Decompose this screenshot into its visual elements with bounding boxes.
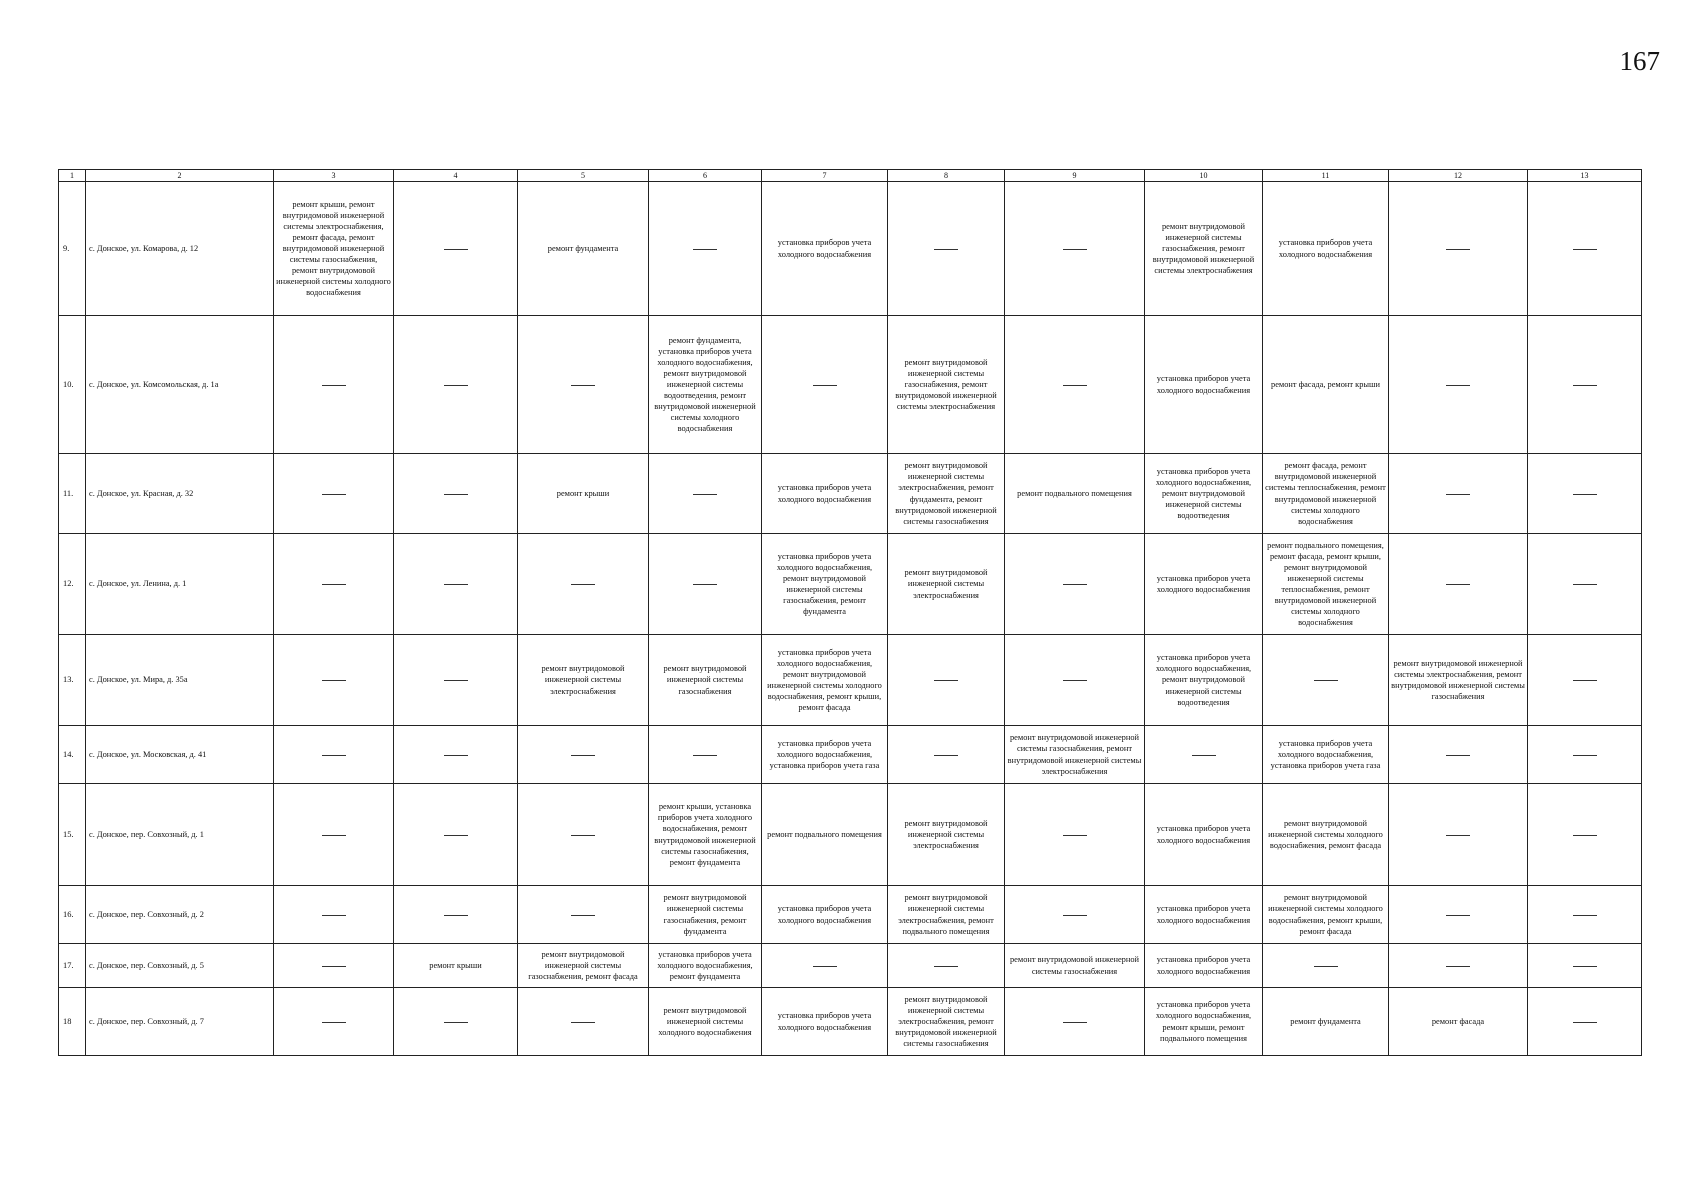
empty-dash [571, 385, 595, 386]
work-cell [888, 726, 1005, 784]
work-cell: ремонт фундамента [518, 182, 649, 316]
empty-dash [1573, 494, 1597, 495]
empty-dash [1446, 835, 1470, 836]
empty-dash [322, 494, 346, 495]
work-cell: установка приборов учета холодного водоснабжения, ремонт внутридомовой инженерной системы газоснабжения, ремонт фундамента [762, 534, 888, 635]
work-cell [888, 944, 1005, 988]
empty-dash [693, 755, 717, 756]
empty-dash [693, 494, 717, 495]
empty-dash [693, 249, 717, 250]
empty-dash [444, 915, 468, 916]
empty-dash [571, 755, 595, 756]
work-cell: установка приборов учета холодного водоснабжения [762, 182, 888, 316]
work-cell [1389, 182, 1528, 316]
work-cell [1389, 784, 1528, 886]
repair-schedule-table [58, 169, 1642, 1056]
work-cell: установка приборов учета холодного водоснабжения, установка приборов учета газа [1263, 726, 1389, 784]
work-cell: установка приборов учета холодного водоснабжения [1145, 534, 1263, 635]
empty-dash [1314, 680, 1338, 681]
work-cell [1389, 316, 1528, 454]
work-cell [1263, 635, 1389, 726]
row-number-cell: 12. [59, 534, 86, 635]
column-number-cell: 11 [1263, 170, 1389, 182]
work-cell: ремонт внутридомовой инженерной системы газоснабжения, ремонт фундамента [649, 886, 762, 944]
empty-dash [571, 835, 595, 836]
work-cell [762, 944, 888, 988]
table-row [59, 316, 1642, 454]
empty-dash [1063, 1022, 1087, 1023]
work-cell [518, 784, 649, 886]
page-number: 167 [1619, 46, 1660, 76]
work-cell [1005, 534, 1145, 635]
column-number-cell: 1 [59, 170, 86, 182]
work-cell: установка приборов учета холодного водоснабжения, ремонт внутридомовой инженерной системы водоотведения [1145, 635, 1263, 726]
work-cell: ремонт внутридомовой инженерной системы газоснабжения, ремонт внутридомовой инженерной системы электроснабжения [1005, 726, 1145, 784]
work-cell: установка приборов учета холодного водоснабжения, ремонт внутридомовой инженерной системы водоотведения [1145, 454, 1263, 534]
table-row [59, 182, 1642, 316]
address-cell: с. Донское, ул. Московская, д. 41 [86, 726, 274, 784]
empty-dash [444, 835, 468, 836]
column-number-cell: 3 [274, 170, 394, 182]
row-number-cell: 16. [59, 886, 86, 944]
table-row [59, 454, 1642, 534]
work-cell: ремонт внутридомовой инженерной системы холодного водоснабжения, ремонт крыши, ремонт фасада [1263, 886, 1389, 944]
column-number-cell: 6 [649, 170, 762, 182]
column-number-cell: 10 [1145, 170, 1263, 182]
row-number-cell: 18 [59, 988, 86, 1056]
work-cell [274, 944, 394, 988]
work-cell [394, 454, 518, 534]
work-cell [518, 726, 649, 784]
work-cell: ремонт внутридомовой инженерной системы газоснабжения, ремонт фасада [518, 944, 649, 988]
work-cell [1389, 534, 1528, 635]
work-cell [649, 182, 762, 316]
empty-dash [1573, 755, 1597, 756]
table-row [59, 784, 1642, 886]
work-cell: ремонт внутридомовой инженерной системы газоснабжения, ремонт внутридомовой инженерной системы электроснабжения [1145, 182, 1263, 316]
empty-dash [693, 584, 717, 585]
address-cell: с. Донское, ул. Красная, д. 32 [86, 454, 274, 534]
work-cell: установка приборов учета холодного водоснабжения [1263, 182, 1389, 316]
empty-dash [1446, 755, 1470, 756]
empty-dash [322, 966, 346, 967]
work-cell [649, 454, 762, 534]
work-cell [274, 726, 394, 784]
work-cell [394, 784, 518, 886]
work-cell: ремонт внутридомовой инженерной системы электроснабжения, ремонт фундамента, ремонт внутридомовой инженерной системы газоснабжения [888, 454, 1005, 534]
work-cell: установка приборов учета холодного водоснабжения [1145, 886, 1263, 944]
empty-dash [1063, 249, 1087, 250]
work-cell: ремонт внутридомовой инженерной системы электроснабжения [518, 635, 649, 726]
empty-dash [1446, 249, 1470, 250]
work-cell [1389, 726, 1528, 784]
table-row [59, 944, 1642, 988]
empty-dash [1446, 584, 1470, 585]
work-cell [888, 635, 1005, 726]
work-cell [394, 988, 518, 1056]
work-cell: ремонт внутридомовой инженерной системы холодного водоснабжения [649, 988, 762, 1056]
empty-dash [571, 1022, 595, 1023]
work-cell: ремонт подвального помещения [1005, 454, 1145, 534]
address-cell: с. Донское, ул. Ленина, д. 1 [86, 534, 274, 635]
work-cell: установка приборов учета холодного водоснабжения [762, 886, 888, 944]
empty-dash [1314, 966, 1338, 967]
empty-dash [444, 494, 468, 495]
empty-dash [322, 915, 346, 916]
work-cell: ремонт внутридомовой инженерной системы электроснабжения [888, 534, 1005, 635]
work-cell [762, 316, 888, 454]
empty-dash [1573, 1022, 1597, 1023]
work-cell [1005, 182, 1145, 316]
work-cell: ремонт внутридомовой инженерной системы газоснабжения [1005, 944, 1145, 988]
work-cell [1528, 726, 1642, 784]
work-cell: ремонт крыши, установка приборов учета холодного водоснабжения, ремонт внутридомовой инженерной системы газоснабжения, ремонт фундамента [649, 784, 762, 886]
work-cell [518, 534, 649, 635]
work-cell: ремонт внутридомовой инженерной системы газоснабжения [649, 635, 762, 726]
work-cell [1389, 454, 1528, 534]
work-cell [394, 316, 518, 454]
empty-dash [444, 755, 468, 756]
empty-dash [1573, 249, 1597, 250]
work-cell: ремонт внутридомовой инженерной системы электроснабжения, ремонт подвального помещения [888, 886, 1005, 944]
work-cell: установка приборов учета холодного водоснабжения [1145, 784, 1263, 886]
work-cell [1389, 886, 1528, 944]
empty-dash [322, 755, 346, 756]
empty-dash [1573, 835, 1597, 836]
empty-dash [322, 680, 346, 681]
work-cell [1528, 454, 1642, 534]
empty-dash [934, 249, 958, 250]
work-cell [394, 635, 518, 726]
empty-dash [322, 385, 346, 386]
row-number-cell: 17. [59, 944, 86, 988]
work-cell [1005, 988, 1145, 1056]
empty-dash [934, 680, 958, 681]
empty-dash [1446, 966, 1470, 967]
work-cell: ремонт фундамента [1263, 988, 1389, 1056]
column-number-cell: 2 [86, 170, 274, 182]
empty-dash [1446, 915, 1470, 916]
column-number-cell: 13 [1528, 170, 1642, 182]
work-cell [274, 988, 394, 1056]
work-cell: ремонт крыши [518, 454, 649, 534]
work-cell: ремонт внутридомовой инженерной системы газоснабжения, ремонт внутридомовой инженерной системы электроснабжения [888, 316, 1005, 454]
address-cell: с. Донское, ул. Комарова, д. 12 [86, 182, 274, 316]
row-number-cell: 11. [59, 454, 86, 534]
table-row [59, 534, 1642, 635]
work-cell [649, 726, 762, 784]
work-cell: ремонт фасада, ремонт внутридомовой инженерной системы теплоснабжения, ремонт внутридомовой инженерной системы холодного водоснабжения [1263, 454, 1389, 534]
work-cell [1528, 988, 1642, 1056]
empty-dash [1063, 835, 1087, 836]
empty-dash [322, 584, 346, 585]
work-cell [1263, 944, 1389, 988]
row-number-cell: 10. [59, 316, 86, 454]
row-number-cell: 14. [59, 726, 86, 784]
work-cell [649, 534, 762, 635]
empty-dash [934, 966, 958, 967]
work-cell: установка приборов учета холодного водоснабжения, установка приборов учета газа [762, 726, 888, 784]
row-number-cell: 15. [59, 784, 86, 886]
empty-dash [571, 584, 595, 585]
work-cell [1145, 726, 1263, 784]
work-cell: установка приборов учета холодного водоснабжения [762, 988, 888, 1056]
empty-dash [444, 584, 468, 585]
empty-dash [444, 249, 468, 250]
work-cell [1528, 944, 1642, 988]
work-cell: ремонт внутридомовой инженерной системы холодного водоснабжения, ремонт фасада [1263, 784, 1389, 886]
address-cell: с. Донское, пер. Совхозный, д. 1 [86, 784, 274, 886]
work-cell [1528, 635, 1642, 726]
work-cell [1005, 886, 1145, 944]
work-cell [274, 635, 394, 726]
empty-dash [813, 966, 837, 967]
work-cell [1528, 182, 1642, 316]
empty-dash [1063, 584, 1087, 585]
work-cell: ремонт внутридомовой инженерной системы электроснабжения [888, 784, 1005, 886]
work-cell [888, 182, 1005, 316]
empty-dash [1063, 915, 1087, 916]
work-cell [274, 886, 394, 944]
work-cell [394, 182, 518, 316]
address-cell: с. Донское, ул. Комсомольская, д. 1а [86, 316, 274, 454]
work-cell: ремонт подвального помещения [762, 784, 888, 886]
column-number-cell: 8 [888, 170, 1005, 182]
work-cell [394, 886, 518, 944]
table-row [59, 635, 1642, 726]
empty-dash [1573, 584, 1597, 585]
empty-dash [444, 385, 468, 386]
work-cell: ремонт фасада, ремонт крыши [1263, 316, 1389, 454]
address-cell: с. Донское, пер. Совхозный, д. 7 [86, 988, 274, 1056]
work-cell [1005, 316, 1145, 454]
empty-dash [1573, 680, 1597, 681]
work-cell [274, 316, 394, 454]
address-cell: с. Донское, пер. Совхозный, д. 2 [86, 886, 274, 944]
work-cell: установка приборов учета холодного водоснабжения [762, 454, 888, 534]
column-number-cell: 9 [1005, 170, 1145, 182]
work-cell [1528, 886, 1642, 944]
work-cell [518, 988, 649, 1056]
work-cell [1528, 316, 1642, 454]
work-cell [274, 454, 394, 534]
work-cell: ремонт внутридомовой инженерной системы электроснабжения, ремонт внутридомовой инженерной системы газоснабжения [888, 988, 1005, 1056]
work-cell [394, 726, 518, 784]
work-cell [1005, 784, 1145, 886]
empty-dash [1063, 680, 1087, 681]
column-number-cell: 12 [1389, 170, 1528, 182]
empty-dash [1192, 755, 1216, 756]
column-number-row [59, 170, 1642, 182]
work-cell [1389, 944, 1528, 988]
row-number-cell: 13. [59, 635, 86, 726]
work-cell [274, 784, 394, 886]
empty-dash [444, 1022, 468, 1023]
work-cell: установка приборов учета холодного водоснабжения [1145, 316, 1263, 454]
empty-dash [813, 385, 837, 386]
table-row [59, 988, 1642, 1056]
work-cell: ремонт фундамента, установка приборов учета холодного водоснабжения, ремонт внутридомовой инженерной системы водоотведения, ремонт внутридомовой инженерной системы холодного водоснабжения [649, 316, 762, 454]
empty-dash [1573, 385, 1597, 386]
work-cell: ремонт внутридомовой инженерной системы электроснабжения, ремонт внутридомовой инженерной системы газоснабжения [1389, 635, 1528, 726]
work-cell [518, 316, 649, 454]
empty-dash [571, 915, 595, 916]
row-number-cell: 9. [59, 182, 86, 316]
address-cell: с. Донское, ул. Мира, д. 35а [86, 635, 274, 726]
column-number-cell: 4 [394, 170, 518, 182]
empty-dash [1446, 385, 1470, 386]
address-cell: с. Донское, пер. Совхозный, д. 5 [86, 944, 274, 988]
empty-dash [1573, 915, 1597, 916]
work-cell [518, 886, 649, 944]
empty-dash [1446, 494, 1470, 495]
table-row [59, 726, 1642, 784]
work-cell [394, 534, 518, 635]
work-cell [1528, 784, 1642, 886]
work-cell: установка приборов учета холодного водоснабжения, ремонт фундамента [649, 944, 762, 988]
work-cell: ремонт крыши, ремонт внутридомовой инженерной системы электроснабжения, ремонт фасада, ремонт внутридомовой инженерной системы газоснабжения, ремонт внутридомовой инженерной системы холодного водоснабжения [274, 182, 394, 316]
table-row [59, 886, 1642, 944]
empty-dash [322, 835, 346, 836]
work-cell: установка приборов учета холодного водоснабжения, ремонт крыши, ремонт подвального помещения [1145, 988, 1263, 1056]
work-cell: ремонт крыши [394, 944, 518, 988]
empty-dash [444, 680, 468, 681]
empty-dash [322, 1022, 346, 1023]
work-cell [1005, 635, 1145, 726]
work-cell [274, 534, 394, 635]
work-cell: ремонт подвального помещения, ремонт фасада, ремонт крыши, ремонт внутридомовой инженерной системы теплоснабжения, ремонт внутридомовой инженерной системы холодного водоснабжения [1263, 534, 1389, 635]
work-cell [1528, 534, 1642, 635]
empty-dash [934, 755, 958, 756]
work-cell: ремонт фасада [1389, 988, 1528, 1056]
work-cell: установка приборов учета холодного водоснабжения [1145, 944, 1263, 988]
empty-dash [1063, 385, 1087, 386]
column-number-cell: 5 [518, 170, 649, 182]
column-number-cell: 7 [762, 170, 888, 182]
empty-dash [1573, 966, 1597, 967]
work-cell: установка приборов учета холодного водоснабжения, ремонт внутридомовой инженерной системы холодного водоснабжения, ремонт крыши, ремонт фасада [762, 635, 888, 726]
